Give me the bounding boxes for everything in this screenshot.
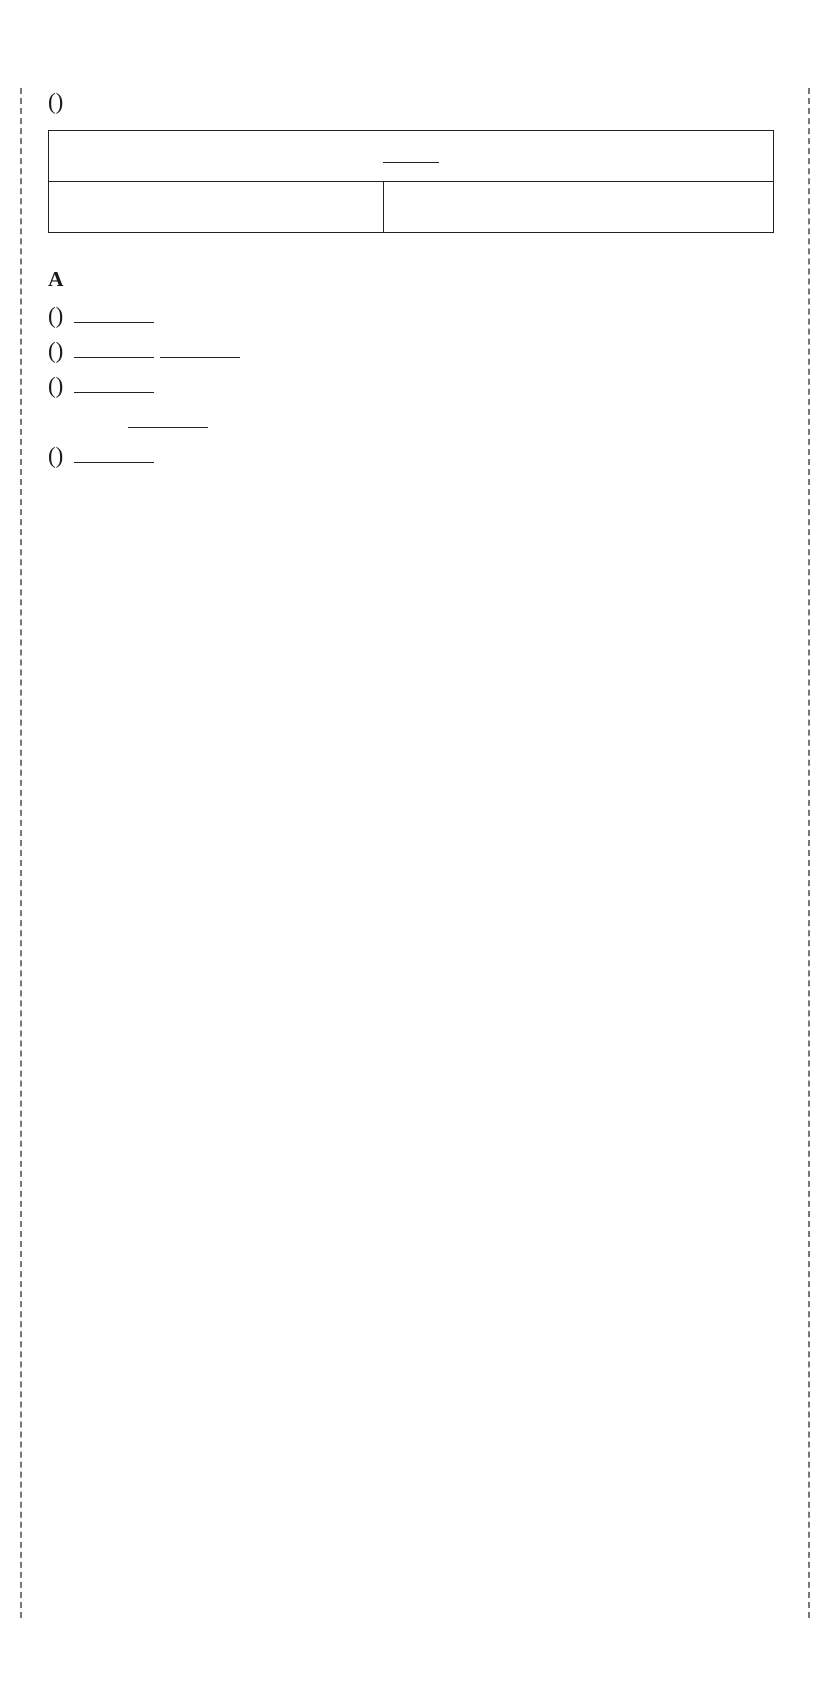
header-names [384,182,774,233]
question-text [74,333,776,368]
question-lead: () [48,373,64,398]
answer-blank [74,337,154,358]
question-31 [48,298,776,333]
question-34 [48,438,776,473]
header-members [49,182,384,233]
question-lead: () [48,338,64,363]
question-lead: () [48,89,64,114]
question-lead: () [48,443,64,468]
table-header-row [49,182,774,233]
left-binding-line [20,88,22,1618]
question-lead: () [48,303,64,328]
table-title [49,131,774,182]
answer-blank [128,407,208,428]
right-binding-line [808,88,810,1618]
blank-26 [383,162,439,163]
question-33 [48,368,776,403]
answer-blank [160,337,240,358]
question-text [74,438,776,473]
section-a-instruction: A [48,267,64,291]
family-table [48,130,774,233]
question-text [74,298,776,333]
question-25b [48,84,776,119]
answer-blank [74,302,154,323]
question-32 [48,333,776,368]
answer-blank [74,372,154,393]
question-text [74,368,776,403]
question-33-cont [48,403,776,438]
exam-page [48,84,776,473]
answer-blank [74,442,154,463]
table-title-row [49,131,774,182]
